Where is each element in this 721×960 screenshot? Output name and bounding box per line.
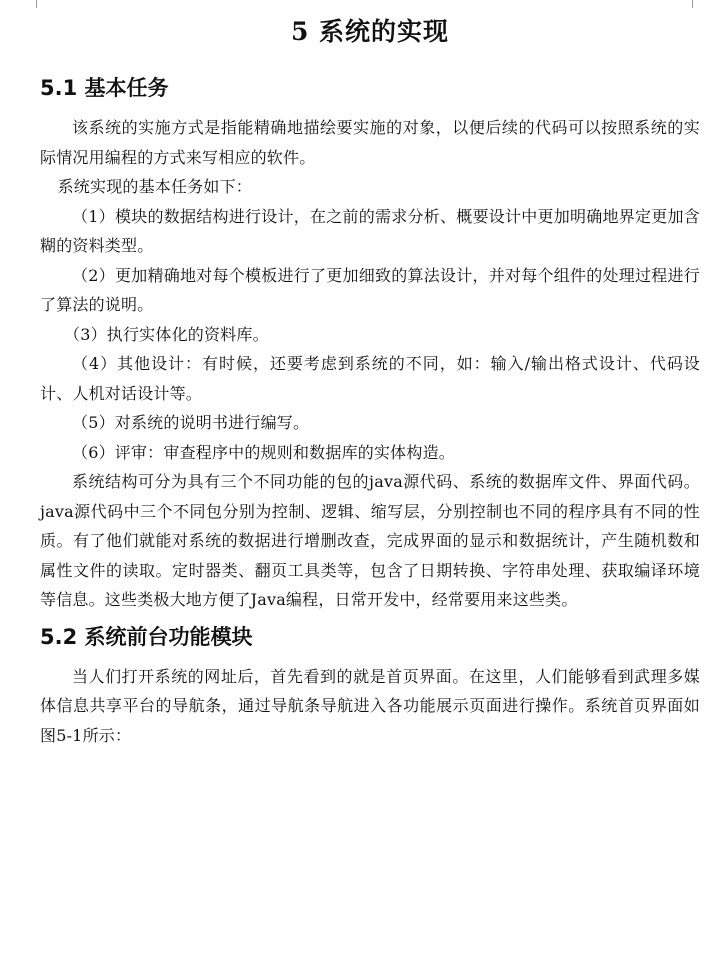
task-item: （5）对系统的说明书进行编写。: [72, 413, 310, 432]
section2-intro-paragraph: 当人们打开系统的网址后，首先看到的就是首页界面。在这里，人们能够看到武理多媒体信息共享平台的导航条，通过导航条导航进入各功能展示页面进行操作。系统首页界面如图5-1所示：: [40, 666, 700, 745]
task-item: （4）其他设计：有时候，还要考虑到系统的不同，如：输入/输出格式设计、代码设计、人机对话设计等。: [40, 354, 700, 403]
document-page: [40, 12, 700, 750]
task-item: （6）评审：审查程序中的规则和数据库的实体构造。: [72, 442, 455, 462]
task-item: （2）更加精确地对每个模板进行了更加细致的算法设计，并对每个组件的处理过程进行了算法的说明。: [40, 265, 700, 314]
tasks-lead-paragraph: 系统实现的基本任务如下：: [57, 177, 252, 196]
crop-mark-top-left: [0, 0, 37, 8]
section-heading-5-2: 5.2 系统前台功能模块: [40, 624, 253, 649]
structure-paragraph: 系统结构可分为具有三个不同功能的包的java源代码、系统的数据库文件、界面代码。java源代码中三个不同包分别为控制、逻辑、缩写层，分别控制也不同的程序具有不同的性质。有了他们就能对系统的数据进行增删改查，完成界面的显示和数据统计，产生随机数和属性文件的读取。定时器类、翻页工具类等，包含了日期转换、字符串处理、获取编译环境等信息。这些类极大地方便了Java编程，日常开发中，经常要用来这些类。: [40, 472, 700, 609]
crop-mark-top-right: [692, 0, 721, 8]
section-heading-5-1: 5.1 基本任务: [40, 76, 169, 100]
task-item: （1）模块的数据结构进行设计，在之前的需求分析、概要设计中更加明确地界定更加含糊的资料类型。: [40, 206, 700, 255]
task-item: （3）执行实体化的资料库。: [64, 324, 269, 344]
section1-intro-paragraph: 该系统的实施方式是指能精确地描绘要实施的对象，以便后续的代码可以按照系统的实际情况用编程的方式来写相应的软件。: [40, 118, 700, 167]
chapter-title: 5 系统的实现: [290, 17, 450, 46]
